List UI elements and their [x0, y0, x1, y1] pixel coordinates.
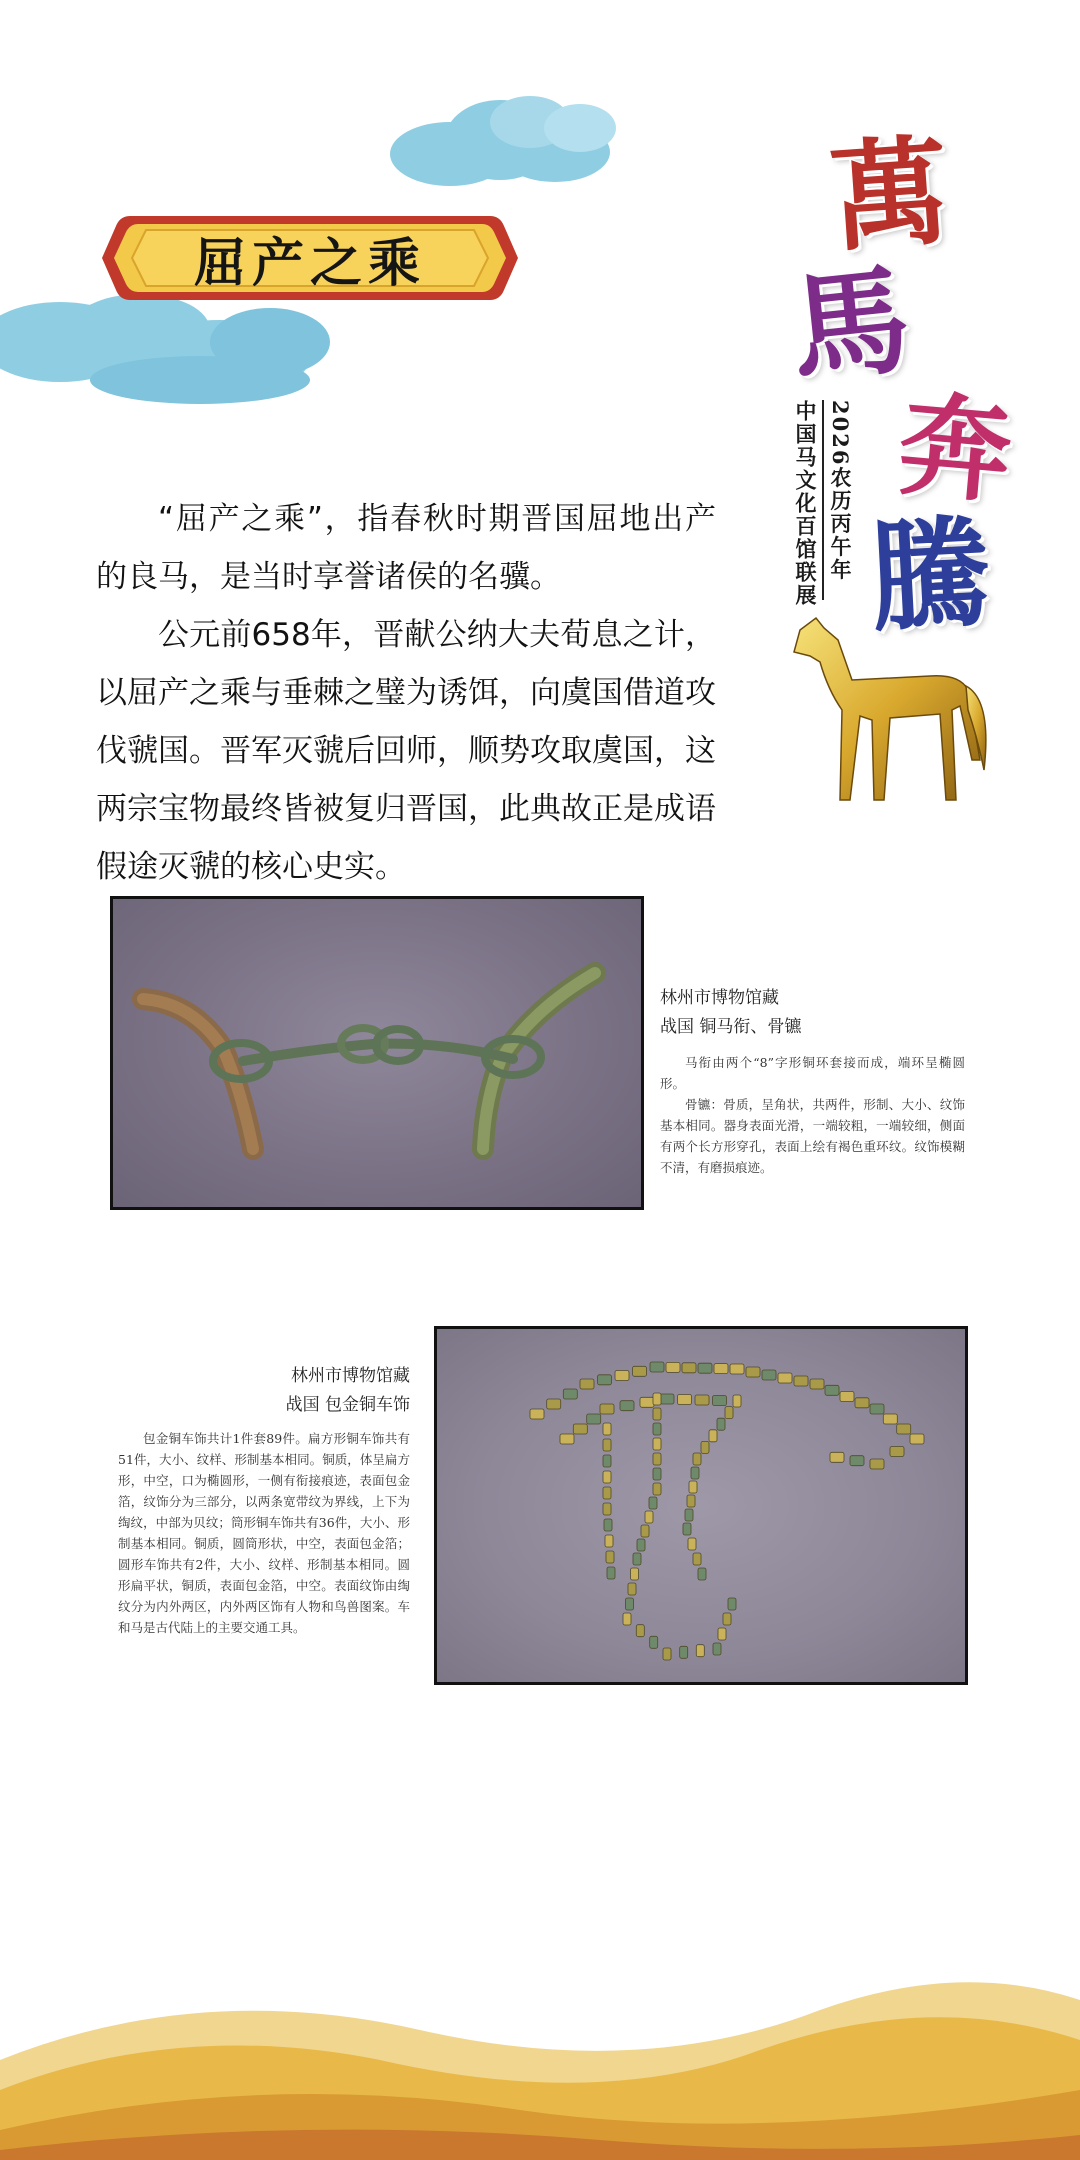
- bridle-bit-illustration: [113, 899, 641, 1207]
- artifact-1-name: 战国 铜马衔、骨镳: [660, 1017, 802, 1037]
- golden-horse-image: [780, 610, 1000, 820]
- ornament-piece: [883, 1414, 897, 1424]
- ornament-piece: [689, 1481, 697, 1493]
- cloud-top-right: [380, 92, 620, 192]
- ornament-piece: [645, 1511, 653, 1523]
- ornament-piece: [693, 1453, 701, 1465]
- exhibition-series: 中国马文化百馆联展: [793, 400, 818, 607]
- ornament-piece: [701, 1441, 709, 1453]
- ornament-piece: [603, 1439, 611, 1451]
- ornament-piece: [560, 1434, 574, 1444]
- ornament-piece: [717, 1418, 725, 1430]
- ornament-piece: [580, 1379, 594, 1389]
- ornament-piece: [855, 1398, 869, 1408]
- ornament-piece: [650, 1636, 658, 1648]
- ornament-piece: [640, 1397, 654, 1407]
- ornament-piece: [714, 1364, 728, 1374]
- ornament-piece: [910, 1434, 924, 1444]
- ornament-piece: [636, 1625, 644, 1637]
- ornament-piece: [666, 1362, 680, 1372]
- ornament-piece: [620, 1401, 634, 1411]
- ornament-piece: [653, 1453, 661, 1465]
- intro-paragraph-1: “屈产之乘”，指春秋时期晋国屈地出产的良马，是当时享誉诸侯的名骥。: [96, 501, 716, 595]
- ornament-piece: [723, 1613, 731, 1625]
- ornament-piece: [810, 1379, 824, 1389]
- page-title: 屈产之乘: [193, 233, 426, 294]
- ornament-piece: [794, 1376, 808, 1386]
- artifact-1-description: [660, 1052, 965, 1178]
- ornament-piece: [547, 1399, 561, 1409]
- ornament-piece: [641, 1525, 649, 1537]
- ornament-piece: [725, 1407, 733, 1419]
- ornament-piece: [698, 1568, 706, 1580]
- ornament-piece: [607, 1567, 615, 1579]
- ornament-piece: [870, 1459, 884, 1469]
- vertical-divider: [822, 400, 824, 600]
- intro-text: [96, 490, 716, 896]
- ornament-piece: [626, 1598, 634, 1610]
- ornament-piece: [573, 1424, 587, 1434]
- ornament-piece: [713, 1396, 727, 1406]
- ornament-piece: [730, 1364, 744, 1374]
- ornament-piece: [603, 1471, 611, 1483]
- ornament-piece: [728, 1598, 736, 1610]
- ornament-piece: [850, 1456, 864, 1466]
- ornament-piece: [633, 1553, 641, 1565]
- ornament-piece: [637, 1539, 645, 1551]
- ornament-piece: [628, 1583, 636, 1595]
- exhibition-title: [770, 100, 1070, 660]
- ornament-piece: [682, 1363, 696, 1373]
- ornament-piece: [683, 1523, 691, 1535]
- ornament-piece: [733, 1395, 741, 1407]
- ornament-piece: [897, 1424, 911, 1434]
- ornament-piece: [650, 1362, 664, 1372]
- ornament-piece: [603, 1487, 611, 1499]
- artifact-photo-chariot-ornaments: [434, 1326, 968, 1685]
- ornament-piece: [653, 1393, 661, 1405]
- ornament-piece: [653, 1423, 661, 1435]
- ornament-piece: [598, 1375, 612, 1385]
- ornament-piece: [678, 1395, 692, 1405]
- ornament-piece: [680, 1646, 688, 1658]
- ornament-piece: [778, 1373, 792, 1383]
- title-char-wan: 萬: [825, 121, 954, 268]
- ornament-piece: [623, 1613, 631, 1625]
- ornament-piece: [698, 1363, 712, 1373]
- ornament-piece: [603, 1423, 611, 1435]
- ornament-piece: [718, 1628, 726, 1640]
- ornament-piece: [709, 1430, 717, 1442]
- ornament-piece: [685, 1509, 693, 1521]
- ornament-piece: [762, 1370, 776, 1380]
- ornament-piece: [691, 1467, 699, 1479]
- ornament-piece: [653, 1438, 661, 1450]
- ornament-piece: [563, 1389, 577, 1399]
- ornament-piece: [693, 1553, 701, 1565]
- artifact-2-description-paragraph: 包金铜车饰共计1件套89件。扁方形铜车饰共有51件，大小、纹样、形制基本相同。铜质，体呈扁方形，中空，口为椭圆形，一侧有衔接痕迹，表面包金箔，纹饰分为三部分，以两条宽带纹为界线，上下为绹纹，中部为贝纹；筒形铜车饰共有36件，大小、形制基本相同。铜质，圆筒形状，中空，表面包金箔；圆形车饰共有2件，大小、纹样、形制基本相同。圆形扁平状，铜质，表面包金箔，中空。表面纹饰由绹纹分为内外两区，内外两区饰有人物和鸟兽图案。车和马是古代陆上的主要交通工具。: [118, 1431, 410, 1635]
- title-char-teng: 騰: [866, 501, 995, 650]
- ornament-piece: [746, 1367, 760, 1377]
- ornament-piece: [870, 1404, 884, 1414]
- ornament-piece: [660, 1394, 674, 1404]
- ornament-piece: [825, 1385, 839, 1395]
- ornament-piece: [600, 1404, 614, 1414]
- ornament-piece: [653, 1408, 661, 1420]
- ornament-piece: [830, 1452, 844, 1462]
- ornament-piece: [605, 1535, 613, 1547]
- artifact-1-description-paragraph: 马衔由两个“8”字形铜环套接而成，端环呈椭圆形。: [660, 1055, 965, 1091]
- artifact-photo-bridle-bit: [110, 896, 644, 1210]
- ornament-piece: [604, 1519, 612, 1531]
- ornament-piece: [631, 1568, 639, 1580]
- title-char-ben: 奔: [893, 379, 1017, 520]
- ornament-piece: [606, 1551, 614, 1563]
- ornament-piece: [890, 1447, 904, 1457]
- ornament-piece: [663, 1648, 671, 1660]
- ornament-piece: [603, 1503, 611, 1515]
- ornament-piece: [603, 1455, 611, 1467]
- artifact-1-description-paragraph: 骨镳：骨质，呈角状，共两件，形制、大小、纹饰基本相同。器身表面光滑，一端较粗，一端较细，侧面有两个长方形穿孔，表面上绘有褐色重环纹。纹饰模糊不清，有磨损痕迹。: [660, 1097, 965, 1175]
- ornament-piece: [633, 1366, 647, 1376]
- ornament-piece: [713, 1643, 721, 1655]
- title-banner: [100, 210, 520, 306]
- ornament-piece: [653, 1468, 661, 1480]
- artifact-2-description: [118, 1428, 410, 1638]
- ornament-piece: [840, 1392, 854, 1402]
- ornament-piece: [615, 1371, 629, 1381]
- ornament-piece: [649, 1497, 657, 1509]
- chariot-ornaments-illustration: [437, 1329, 965, 1682]
- ornament-piece: [688, 1538, 696, 1550]
- exhibition-year: 2026农历丙午年: [828, 400, 853, 582]
- ornament-piece: [653, 1483, 661, 1495]
- ornament-piece: [587, 1414, 601, 1424]
- desert-dunes-decoration: [0, 1940, 1080, 2160]
- artifact-2-museum: 林州市博物馆藏: [291, 1366, 410, 1386]
- artifact-1-museum: 林州市博物馆藏: [660, 988, 779, 1008]
- ornament-piece: [695, 1395, 709, 1405]
- ornament-piece: [696, 1645, 704, 1657]
- ornament-piece: [530, 1409, 544, 1419]
- ornament-piece: [687, 1495, 695, 1507]
- title-char-ma: 馬: [784, 249, 916, 400]
- artifact-2-name: 战国 包金铜车饰: [285, 1395, 410, 1415]
- intro-paragraph-2: 公元前658年，晋献公纳大夫荀息之计，以屈产之乘与垂棘之璧为诱饵，向虞国借道攻伐虢国。晋军灭虢后回师，顺势攻取虞国，这两宗宝物最终皆被复归晋国，此典故正是成语假途灭虢的核心史实。: [96, 617, 716, 885]
